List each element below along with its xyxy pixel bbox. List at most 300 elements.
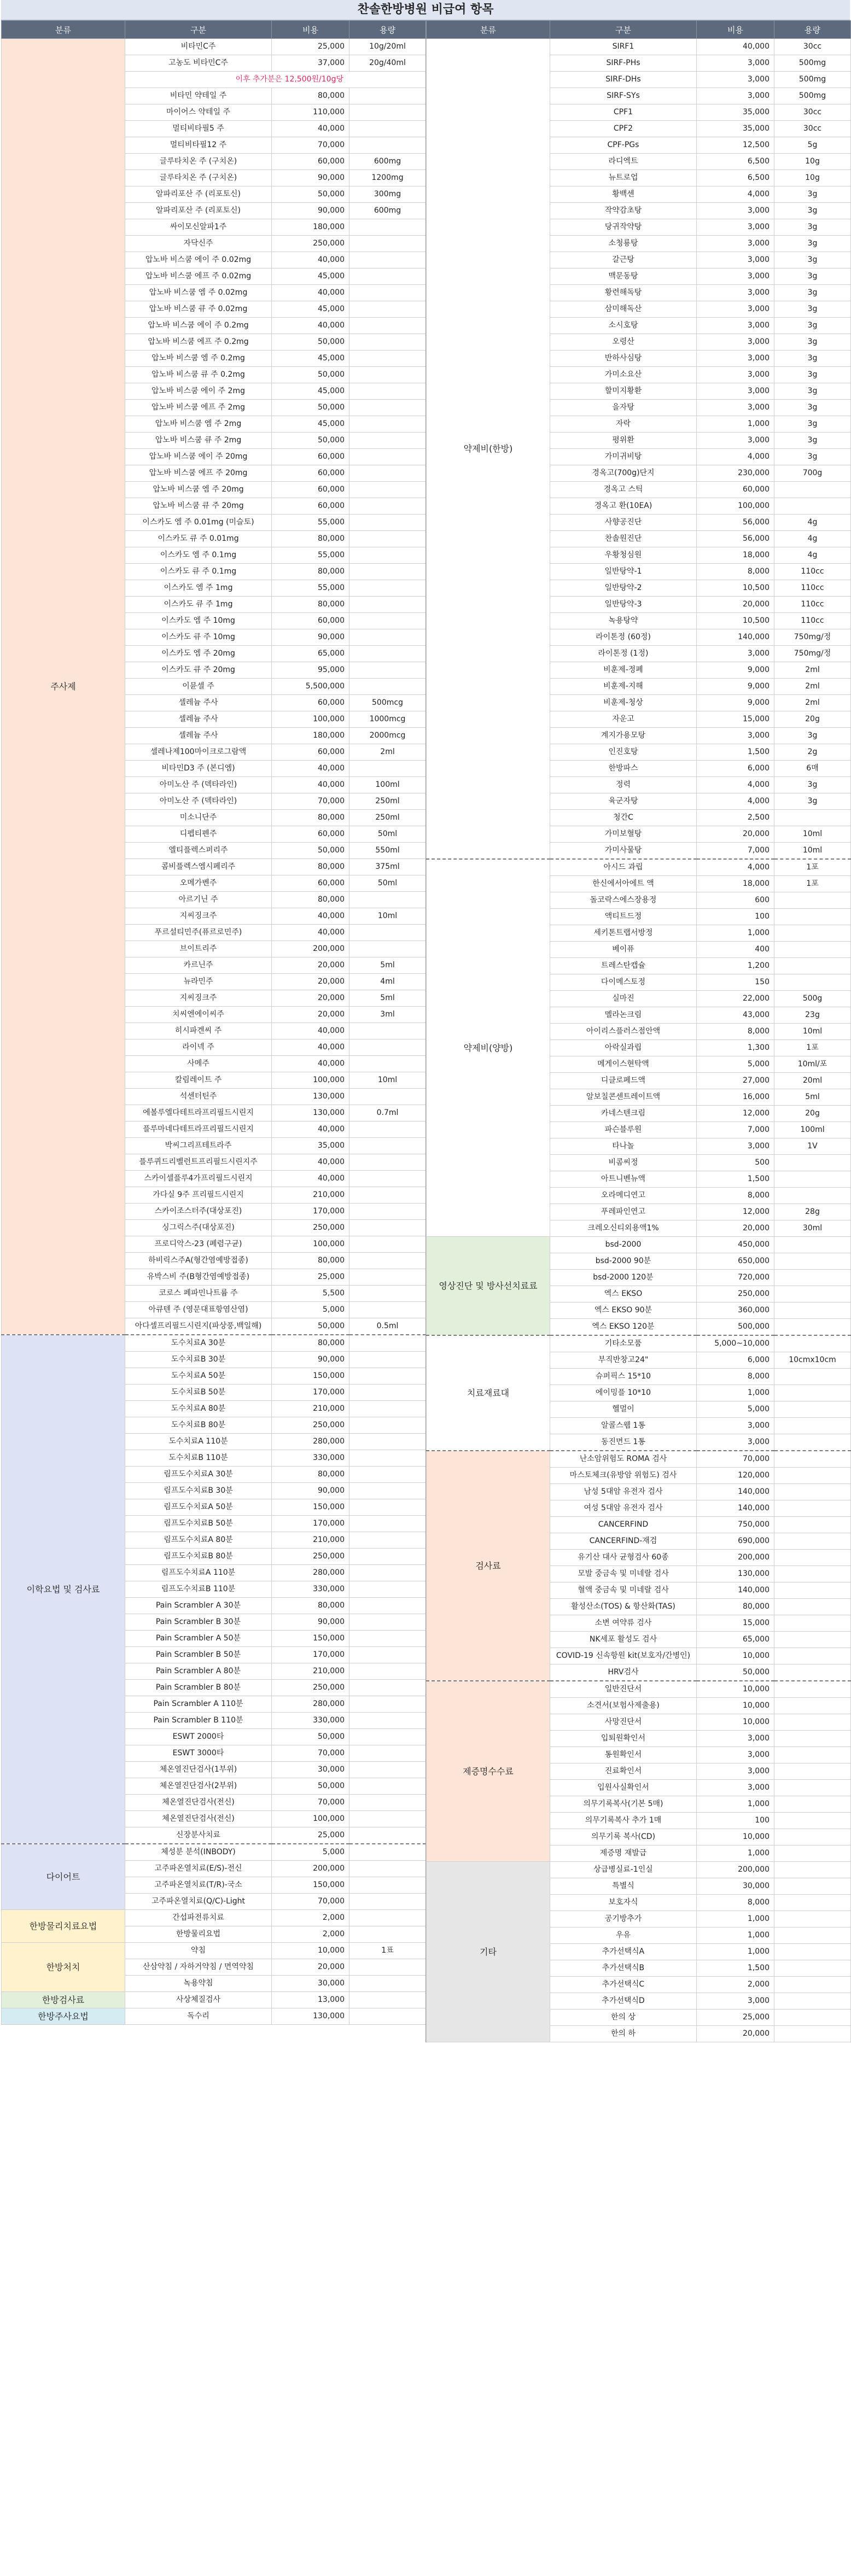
volume-cell: [349, 482, 426, 498]
item-name-cell: 글루타치온 주 (구치온): [125, 170, 272, 186]
item-name-cell: 가미귀비탕: [550, 449, 697, 465]
volume-cell: 110cc: [774, 580, 851, 597]
item-name-cell: 압노바 비스쿰 엠 주 0.2mg: [125, 351, 272, 367]
price-cell: 90,000: [272, 629, 349, 646]
item-name-cell: 체온열진단검사(2부위): [125, 1778, 272, 1795]
item-name-cell: 압노바 비스쿰 엠 주 2mg: [125, 416, 272, 433]
volume-cell: [774, 1369, 851, 1385]
volume-cell: [349, 1253, 426, 1269]
volume-cell: 10ml: [349, 1072, 426, 1089]
price-cell: 650,000: [697, 1253, 774, 1270]
volume-cell: 100ml: [349, 777, 426, 793]
price-cell: 5,000: [272, 1302, 349, 1318]
price-cell: 55,000: [272, 580, 349, 597]
volume-cell: 4g: [774, 547, 851, 564]
price-cell: 50,000: [272, 1318, 349, 1335]
item-name-cell: 평위환: [550, 433, 697, 449]
volume-cell: [774, 1911, 851, 1927]
volume-cell: [774, 925, 851, 942]
price-cell: 6,500: [697, 154, 774, 170]
price-cell: 3,000: [697, 1434, 774, 1451]
volume-cell: 3g: [774, 433, 851, 449]
price-cell: 100,000: [272, 711, 349, 728]
volume-cell: 500mg: [774, 55, 851, 72]
price-cell: 60,000: [272, 826, 349, 843]
price-cell: 20,000: [697, 2026, 774, 2042]
volume-cell: 3g: [774, 285, 851, 301]
price-cell: 100,000: [697, 498, 774, 515]
price-cell: 3,000: [697, 301, 774, 318]
price-cell: 45,000: [272, 268, 349, 285]
item-name-cell: 자락: [550, 416, 697, 433]
item-name-cell: 비타민 약테일 주: [125, 88, 272, 104]
volume-cell: [774, 1780, 851, 1796]
item-name-cell: 찬솔원진단: [550, 531, 697, 547]
price-cell: 50,000: [272, 843, 349, 859]
price-cell: 200,000: [697, 1862, 774, 1878]
volume-cell: 6매: [774, 761, 851, 777]
price-cell: 250,000: [272, 1220, 349, 1236]
item-name-cell: 림프도수치료A 110분: [125, 1565, 272, 1581]
item-name-cell: 액티트드정: [550, 909, 697, 925]
price-cell: 150,000: [272, 1631, 349, 1647]
price-cell: 90,000: [272, 203, 349, 219]
table-row: [427, 1862, 851, 1878]
item-name-cell: 이스카도 엠 주 10mg: [125, 613, 272, 629]
volume-cell: [349, 515, 426, 531]
price-cell: 3,000: [697, 400, 774, 416]
item-name-cell: 의무기록복사 추가 1매: [550, 1813, 697, 1829]
price-cell: 3,000: [697, 383, 774, 400]
item-name-cell: 통원확인서: [550, 1747, 697, 1763]
item-name-cell: 경옥고 환(10EA): [550, 498, 697, 515]
volume-cell: [349, 892, 426, 908]
volume-cell: [349, 1959, 426, 1976]
volume-cell: [349, 1171, 426, 1187]
item-name-cell: 자운고: [550, 711, 697, 728]
volume-cell: 2g: [774, 744, 851, 761]
item-name-cell: 라이넥 주: [125, 1039, 272, 1056]
volume-cell: [349, 1680, 426, 1696]
item-name-cell: bsd-2000: [550, 1237, 697, 1253]
price-cell: 60,000: [272, 695, 349, 711]
item-name-cell: 삼미해독산: [550, 301, 697, 318]
right-price-table: [426, 20, 851, 2042]
price-cell: 40,000: [272, 285, 349, 301]
price-cell: 9,000: [697, 662, 774, 679]
volume-cell: 2ml: [349, 744, 426, 761]
volume-cell: [349, 629, 426, 646]
price-cell: 45,000: [272, 416, 349, 433]
volume-cell: [349, 1565, 426, 1581]
price-cell: 100: [697, 909, 774, 925]
note-cell: 이후 추가분은 12,500원/10g당: [125, 72, 426, 88]
volume-cell: [774, 1500, 851, 1517]
item-name-cell: 소시호탕: [550, 318, 697, 334]
price-cell: 110,000: [272, 104, 349, 121]
volume-cell: 375ml: [349, 859, 426, 875]
volume-cell: [774, 1468, 851, 1484]
volume-cell: [774, 1451, 851, 1468]
price-cell: 15,000: [697, 711, 774, 728]
volume-cell: [349, 1663, 426, 1680]
price-cell: 1,500: [697, 1171, 774, 1188]
price-cell: 45,000: [272, 301, 349, 318]
volume-cell: 2ml: [774, 679, 851, 695]
item-name-cell: 맥문동탕: [550, 268, 697, 285]
item-name-cell: 글루타치온 주 (구치온): [125, 154, 272, 170]
item-name-cell: 브이트리주: [125, 941, 272, 957]
price-cell: 40,000: [272, 777, 349, 793]
item-name-cell: SIRF-SYs: [550, 88, 697, 104]
volume-cell: 10ml: [349, 908, 426, 925]
volume-cell: [774, 1188, 851, 1204]
price-cell: 80,000: [272, 1335, 349, 1352]
price-cell: 40,000: [272, 1056, 349, 1072]
item-name-cell: 고농도 비타민C주: [125, 55, 272, 72]
volume-cell: [349, 941, 426, 957]
volume-cell: 10ml: [774, 826, 851, 843]
item-name-cell: 혈액 중금속 및 미네랄 검사: [550, 1582, 697, 1599]
price-cell: 10,000: [697, 1829, 774, 1845]
volume-cell: [349, 1827, 426, 1844]
volume-cell: [774, 1253, 851, 1270]
volume-cell: 3g: [774, 219, 851, 236]
item-name-cell: 도수치료B 50분: [125, 1385, 272, 1401]
item-name-cell: 셀레늄 주사: [125, 711, 272, 728]
table-row: [427, 859, 851, 876]
item-name-cell: 라디엑트: [550, 154, 697, 170]
table-row: [2, 1910, 426, 1926]
volume-cell: [349, 1401, 426, 1417]
item-name-cell: 압노바 비스쿰 에이 주 0.02mg: [125, 252, 272, 268]
item-name-cell: 청간C: [550, 810, 697, 826]
item-name-cell: 비타민C주: [125, 39, 272, 55]
volume-cell: [349, 334, 426, 351]
price-cell: 3,000: [697, 1780, 774, 1796]
price-cell: 500,000: [697, 1319, 774, 1336]
item-name-cell: 소변 여약류 검사: [550, 1615, 697, 1632]
volume-cell: [774, 1286, 851, 1302]
price-cell: 13,000: [272, 1992, 349, 2008]
price-cell: 130,000: [697, 1566, 774, 1582]
price-cell: 4,000: [697, 186, 774, 203]
volume-cell: [349, 1450, 426, 1467]
item-name-cell: 제증명 재발급: [550, 1845, 697, 1862]
price-cell: 280,000: [272, 1565, 349, 1581]
volume-cell: [349, 1154, 426, 1171]
item-name-cell: 압노바 비스쿰 에이 주 0.2mg: [125, 318, 272, 334]
price-cell: 5,000: [697, 1401, 774, 1418]
item-name-cell: 카르닌주: [125, 957, 272, 974]
item-name-cell: 칼림레이트 주: [125, 1072, 272, 1089]
volume-cell: 500g: [774, 991, 851, 1007]
header-category: 분류: [2, 21, 125, 39]
volume-cell: 1000mcg: [349, 711, 426, 728]
volume-cell: [349, 1598, 426, 1614]
right-header-row: [427, 21, 851, 39]
price-cell: 200,000: [272, 1861, 349, 1877]
item-name-cell: 추가선택식D: [550, 1993, 697, 2010]
volume-cell: [774, 1648, 851, 1664]
item-name-cell: 비타민D3 주 (본디엠): [125, 761, 272, 777]
volume-cell: [774, 1714, 851, 1731]
price-cell: 170,000: [272, 1647, 349, 1663]
price-cell: 6,000: [697, 761, 774, 777]
volume-cell: 3g: [774, 301, 851, 318]
price-cell: 12,500: [697, 137, 774, 154]
left-table-column: [1, 20, 426, 2025]
table-row: [427, 1681, 851, 1698]
volume-cell: [349, 367, 426, 383]
price-cell: 16,000: [697, 1089, 774, 1106]
volume-cell: [349, 1302, 426, 1318]
volume-cell: [349, 662, 426, 679]
item-name-cell: 계지가용모탕: [550, 728, 697, 744]
volume-cell: [349, 351, 426, 367]
category-cell: 치료재료대: [427, 1335, 550, 1451]
price-cell: 330,000: [272, 1713, 349, 1729]
price-cell: 80,000: [272, 1467, 349, 1483]
volume-cell: 3g: [774, 416, 851, 433]
price-cell: 1,000: [697, 1385, 774, 1401]
item-name-cell: 비훈제-청상: [550, 695, 697, 711]
item-name-cell: 림프도수치료A 30분: [125, 1467, 272, 1483]
item-name-cell: 독수리: [125, 2008, 272, 2025]
volume-cell: [349, 1335, 426, 1352]
item-name-cell: 도수치료A 30분: [125, 1335, 272, 1352]
volume-cell: [774, 1582, 851, 1599]
item-name-cell: 히시파겐씨 주: [125, 1023, 272, 1039]
item-name-cell: 입원사실확인서: [550, 1780, 697, 1796]
table-row: [2, 2008, 426, 2025]
item-name-cell: 압노바 비스쿰 큐 주 20mg: [125, 498, 272, 515]
price-cell: 35,000: [697, 104, 774, 121]
item-name-cell: 아미노산 주 (덱타라인): [125, 777, 272, 793]
item-name-cell: 플루퀴드리벨런트프리필드시린지주: [125, 1154, 272, 1171]
volume-cell: 1200mg: [349, 170, 426, 186]
price-cell: 8,000: [697, 1895, 774, 1911]
item-name-cell: 이스카도 엠 주 1mg: [125, 580, 272, 597]
price-cell: 1,200: [697, 958, 774, 974]
item-name-cell: 난소암위험도 ROMA 검사: [550, 1451, 697, 1468]
price-cell: 150,000: [272, 1499, 349, 1516]
item-name-cell: 의무기록 복사(CD): [550, 1829, 697, 1845]
volume-cell: 3g: [774, 449, 851, 465]
item-name-cell: 황백센: [550, 186, 697, 203]
item-name-cell: 트레스탄캡슐: [550, 958, 697, 974]
item-name-cell: 우유: [550, 1927, 697, 1944]
volume-cell: [774, 1993, 851, 2010]
volume-cell: [774, 2010, 851, 2026]
price-cell: 27,000: [697, 1073, 774, 1089]
item-name-cell: 녹용탕약: [550, 613, 697, 629]
volume-cell: [349, 236, 426, 252]
item-name-cell: 지씨징크주: [125, 908, 272, 925]
price-cell: 90,000: [272, 170, 349, 186]
item-name-cell: 압노바 비스쿰 큐 주 2mg: [125, 433, 272, 449]
volume-cell: 1포: [774, 1040, 851, 1056]
item-name-cell: SIRF-DHs: [550, 72, 697, 88]
price-cell: 8,000: [697, 564, 774, 580]
item-name-cell: 도수치료A 80분: [125, 1401, 272, 1417]
price-cell: 60,000: [272, 613, 349, 629]
item-name-cell: 아시드 과립: [550, 859, 697, 876]
price-cell: 1,000: [697, 925, 774, 942]
volume-cell: [774, 1731, 851, 1747]
price-cell: 450,000: [697, 1237, 774, 1253]
volume-cell: 50ml: [349, 826, 426, 843]
price-cell: 12,000: [697, 1204, 774, 1220]
volume-cell: [774, 1813, 851, 1829]
item-name-cell: 비콤씨정: [550, 1155, 697, 1171]
volume-cell: [349, 1894, 426, 1910]
price-cell: 50,000: [272, 433, 349, 449]
price-cell: 20,000: [697, 597, 774, 613]
price-cell: 7,000: [697, 1122, 774, 1138]
price-cell: 30,000: [272, 1976, 349, 1992]
volume-cell: 20g: [774, 1106, 851, 1122]
volume-cell: [774, 1270, 851, 1286]
volume-cell: [349, 88, 426, 104]
price-cell: 330,000: [272, 1450, 349, 1467]
category-cell: 기타: [427, 1862, 550, 2042]
item-name-cell: 이스카도 큐 주 0.01mg: [125, 531, 272, 547]
item-name-cell: 압노바 비스쿰 에프 주 0.2mg: [125, 334, 272, 351]
volume-cell: [774, 1155, 851, 1171]
item-name-cell: 셀레나제100마이크로그람액: [125, 744, 272, 761]
volume-cell: 1포: [774, 859, 851, 876]
price-cell: 20,000: [697, 1220, 774, 1237]
volume-cell: [774, 498, 851, 515]
table-row: [2, 1335, 426, 1352]
price-cell: 8,000: [697, 1188, 774, 1204]
price-cell: 50,000: [272, 334, 349, 351]
item-name-cell: 사망진단서: [550, 1714, 697, 1731]
volume-cell: [349, 1089, 426, 1105]
price-cell: 10,000: [697, 1698, 774, 1714]
category-cell: 주사제: [2, 39, 125, 1335]
volume-cell: [349, 268, 426, 285]
volume-cell: 10g/20ml: [349, 39, 426, 55]
item-name-cell: 돌코락스에스장용정: [550, 892, 697, 909]
item-name-cell: 간섭파전류치료: [125, 1910, 272, 1926]
right-table-column: [426, 20, 850, 2042]
volume-cell: 3ml: [349, 1007, 426, 1023]
price-cell: 8,000: [697, 1369, 774, 1385]
price-cell: 12,000: [697, 1106, 774, 1122]
category-cell: 약제비(한방): [427, 39, 550, 860]
price-cell: 50,000: [272, 400, 349, 416]
price-cell: 20,000: [272, 957, 349, 974]
item-name-cell: 프로디악스-23 (폐렴구균): [125, 1236, 272, 1253]
volume-cell: [774, 1698, 851, 1714]
item-name-cell: 림프도수치료B 110분: [125, 1581, 272, 1598]
volume-cell: 3g: [774, 400, 851, 416]
price-cell: 60,000: [272, 154, 349, 170]
price-cell: 210,000: [272, 1663, 349, 1680]
volume-cell: [774, 1944, 851, 1960]
price-cell: 2,000: [272, 1910, 349, 1926]
volume-cell: [349, 1581, 426, 1598]
price-cell: 80,000: [272, 564, 349, 580]
volume-cell: [349, 104, 426, 121]
volume-cell: [349, 1467, 426, 1483]
volume-cell: [349, 1976, 426, 1992]
volume-cell: 110cc: [774, 613, 851, 629]
price-cell: 250,000: [697, 1286, 774, 1302]
item-name-cell: 라이톤정 (1정): [550, 646, 697, 662]
item-name-cell: 미소니단주: [125, 810, 272, 826]
item-name-cell: 이스카도 엠 주 20mg: [125, 646, 272, 662]
volume-cell: [349, 121, 426, 137]
item-name-cell: 일반탕약-1: [550, 564, 697, 580]
item-name-cell: 이스카도 큐 주 10mg: [125, 629, 272, 646]
volume-cell: 1표: [349, 1943, 426, 1959]
price-cell: 100,000: [272, 1072, 349, 1089]
price-cell: 25,000: [697, 2010, 774, 2026]
left-header-row: [2, 21, 426, 39]
volume-cell: 250ml: [349, 810, 426, 826]
price-cell: 22,000: [697, 991, 774, 1007]
volume-cell: 1포: [774, 876, 851, 892]
item-name-cell: 압노바 비스쿰 큐 주 0.02mg: [125, 301, 272, 318]
category-cell: 다이어트: [2, 1844, 125, 1910]
item-name-cell: 할미지황환: [550, 383, 697, 400]
item-name-cell: HRV검사: [550, 1664, 697, 1681]
volume-cell: 5ml: [349, 990, 426, 1007]
item-name-cell: 디펩티펜주: [125, 826, 272, 843]
volume-cell: [349, 1187, 426, 1204]
item-name-cell: 카네스텐크림: [550, 1106, 697, 1122]
price-cell: 500: [697, 1155, 774, 1171]
volume-cell: [349, 433, 426, 449]
item-name-cell: 사향공진단: [550, 515, 697, 531]
item-name-cell: COVID-19 신속항원 kit(보호자/간병인): [550, 1648, 697, 1664]
price-cell: 20,000: [697, 826, 774, 843]
price-cell: 80,000: [272, 531, 349, 547]
item-name-cell: 이스카도 큐 주 20mg: [125, 662, 272, 679]
price-cell: 280,000: [272, 1434, 349, 1450]
volume-cell: 3g: [774, 334, 851, 351]
item-name-cell: 이뮨셀 주: [125, 679, 272, 695]
price-cell: 40,000: [272, 761, 349, 777]
item-name-cell: 상급병실료-1인실: [550, 1862, 697, 1878]
price-cell: 5,000~10,000: [697, 1335, 774, 1352]
item-name-cell: 가미사물탕: [550, 843, 697, 860]
price-cell: 250,000: [272, 1417, 349, 1434]
item-name-cell: 소견서(보험사제출용): [550, 1698, 697, 1714]
item-name-cell: bsd-2000 120분: [550, 1270, 697, 1286]
item-name-cell: 엘티플렉스퍼리주: [125, 843, 272, 859]
price-cell: 200,000: [272, 941, 349, 957]
price-cell: 55,000: [272, 515, 349, 531]
item-name-cell: 하비릭스주A(형간염예방접종): [125, 1253, 272, 1269]
volume-cell: 5g: [774, 137, 851, 154]
volume-cell: 3g: [774, 236, 851, 252]
item-name-cell: 아다셀프리필드시린지(파상풍,백일해): [125, 1318, 272, 1335]
volume-cell: [349, 1236, 426, 1253]
volume-cell: [774, 1796, 851, 1813]
price-cell: 4,000: [697, 449, 774, 465]
volume-cell: [349, 498, 426, 515]
item-name-cell: 한신에서아에트 액: [550, 876, 697, 892]
volume-cell: [349, 1549, 426, 1565]
price-cell: 7,000: [697, 843, 774, 860]
item-name-cell: 여성 5대암 유전자 검사: [550, 1500, 697, 1517]
category-cell: 검사료: [427, 1451, 550, 1681]
price-cell: 210,000: [272, 1401, 349, 1417]
